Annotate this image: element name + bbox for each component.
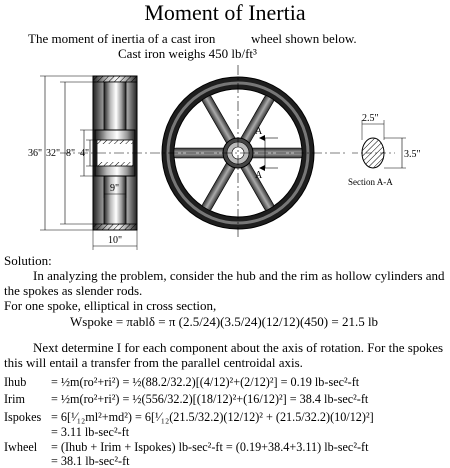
- intro-line-2: Cast iron weighs 450 lb/ft³: [118, 46, 257, 61]
- dim-8-label: 8": [66, 148, 76, 159]
- section-mark-top: A: [255, 126, 263, 137]
- i-spokes-label: Ispokes: [4, 410, 42, 424]
- i-spokes-equation: = 6[¹⁄₁₂ml²+md²) = 6[¹⁄₁₂(21.5/32.2)(12/12)² + (21.5/32.2)(10/12)²]: [51, 410, 374, 424]
- dim-2-5-label: 2.5": [362, 113, 379, 124]
- i-hub-label: Ihub: [4, 375, 27, 389]
- dim-3-5-label: 3.5": [404, 149, 421, 160]
- i-rim-label: Irim: [4, 392, 25, 406]
- section-mark-bottom: A: [255, 170, 263, 181]
- i-rim-equation: = ½m(ro²+ri²) = ½(556/32.2)[(18/12)²+(16/12)²] = 38.4 lb-sec²-ft: [51, 392, 369, 406]
- dim-36-label: 36": [28, 148, 43, 159]
- dim-9-label: 9": [110, 183, 120, 194]
- front-view: [150, 65, 345, 240]
- dim-32-label: 32": [46, 148, 61, 159]
- i-wheel-result: = 38.1 lb-sec²-ft: [51, 454, 130, 468]
- i-wheel-label: Iwheel: [4, 440, 38, 454]
- side-view: [40, 76, 150, 250]
- solution-p1-line2: the spokes as slender rods.: [4, 283, 143, 298]
- dim-10-label: 10": [108, 235, 123, 246]
- solution-p3-line2: this will entail a transfer from the parallel centroidal axis.: [4, 355, 303, 370]
- solution-heading: Solution:: [4, 253, 52, 268]
- intro-line-1b: wheel shown below.: [251, 31, 357, 46]
- dim-4-label: 4": [80, 148, 90, 159]
- section-label: Section A-A: [348, 177, 393, 187]
- i-spokes-result: = 3.11 lb-sec²-ft: [51, 425, 130, 439]
- intro-line-1a: The moment of inertia of a cast iron: [28, 31, 216, 46]
- solution-p1-line1: In analyzing the problem, consider the hub and the rim as hollow cylinders and: [33, 268, 445, 283]
- i-wheel-equation: = (Ihub + Irim + Ispokes) lb-sec²-ft = (0.19+38.4+3.11) lb-sec²-ft: [51, 440, 369, 454]
- wheel-drawing: [0, 60, 450, 260]
- wspoke-equation: Wspoke = πablδ = π (2.5/24)(3.5/24)(12/12)(450) = 21.5 lb: [70, 314, 379, 329]
- solution-p2: For one spoke, elliptical in cross section,: [4, 298, 217, 313]
- solution-p3-line1: Next determine I for each component about the axis of rotation. For the spokes: [33, 340, 444, 355]
- i-hub-equation: = ½m(ro²+ri²) = ½(88.2/32.2)[(4/12)²+(2/12)²] = 0.19 lb-sec²-ft: [51, 375, 360, 389]
- page-title: Moment of Inertia: [144, 0, 306, 25]
- section-a-a: [352, 120, 406, 168]
